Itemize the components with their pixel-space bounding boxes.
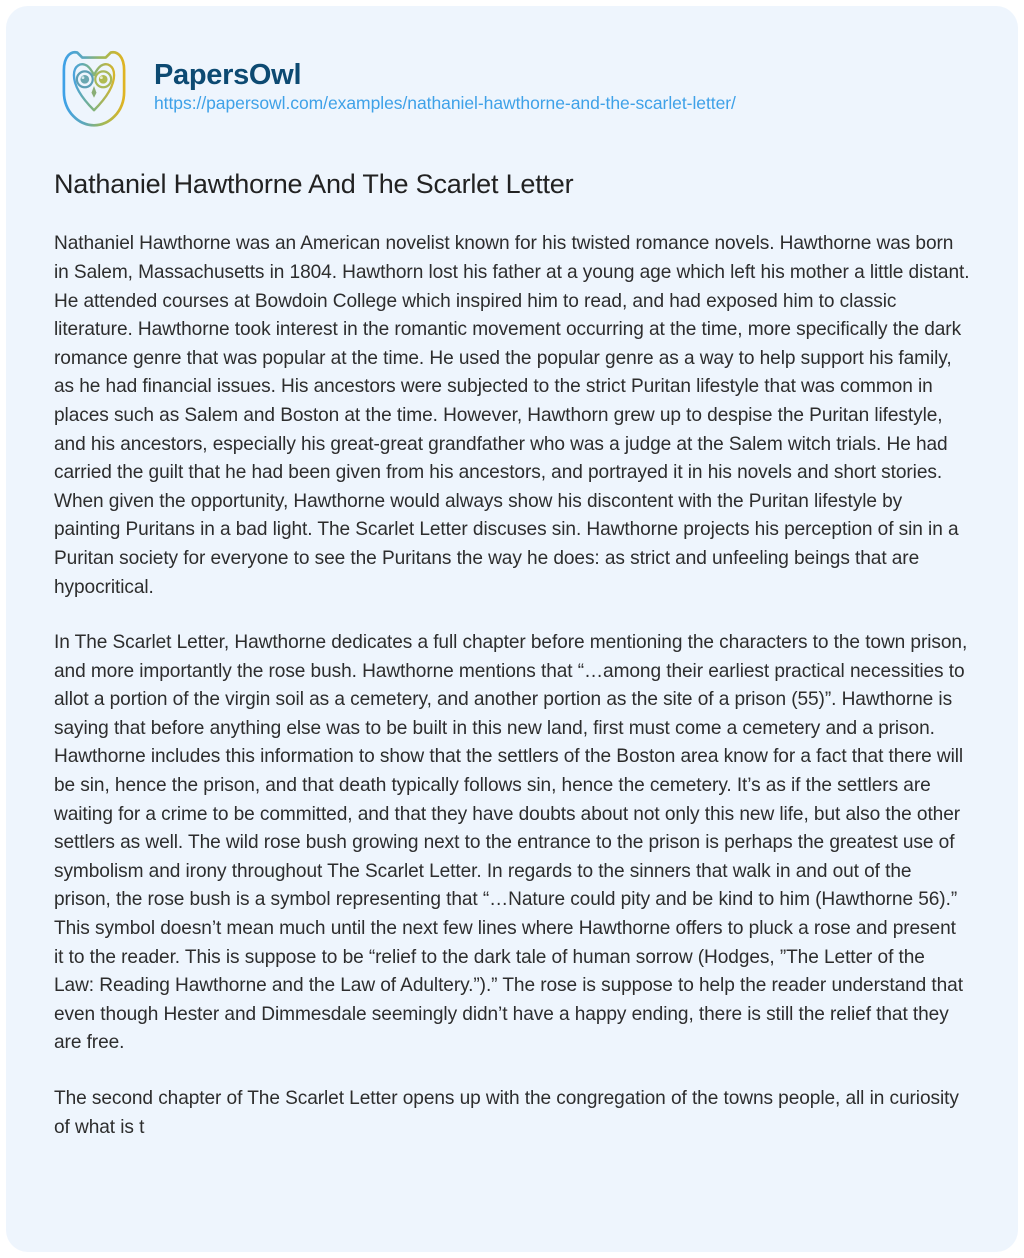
brand-text-block	[154, 58, 736, 114]
body-paragraph: The second chapter of The Scarlet Letter opens up with the congregation of the towns people, all in curiosity of what is t	[54, 1088, 959, 1138]
source-url-link[interactable]: https://papersowl.com/examples/nathaniel-hawthorne-and-the-scarlet-letter/	[154, 93, 736, 114]
brand-name: PapersOwl	[154, 58, 302, 91]
body-paragraph: Nathaniel Hawthorne was an American novelist known for his twisted romance novels. Hawthorne was born in Salem, Massachusetts in 1804. Hawthorn lost his father at a young age which left his mother a little distant. He attended courses at Bowdoin College which inspired him to read, and had exposed him to classic literature. Hawthorne took interest in the romantic movement occurring at the time, more specifically the dark romance genre that was popular at the time. He used the popular genre as a way to help support his family, as he had financial issues. His ancestors were subjected to the strict Puritan lifestyle that was common in places such as Salem and Boston at the time. However, Hawthorn grew up to despise the Puritan lifestyle, and his ancestors, especially his great-great grandfather who was a judge at the Salem witch trials. He had carried the guilt that he had been given from his ancestors, and portrayed it in his novels and short stories. When given the opportunity, Hawthorne would always show his discontent with the Puritan lifestyle by painting Puritans in a bad light. The Scarlet Letter discuses sin. Hawthorne projects his perception of sin in a Puritan society for everyone to see the Puritans the way he does: as strict and unfeeling beings that are hypocritical.	[54, 233, 970, 598]
page-title: Nathaniel Hawthorne And The Scarlet Letter	[54, 169, 574, 199]
brand-header	[6, 6, 1018, 132]
document-card	[6, 6, 1018, 1252]
body-paragraph: In The Scarlet Letter, Hawthorne dedicates a full chapter before mentioning the characters to the town prison, and more importantly the rose bush. Hawthorne mentions that “…among their earliest practical necessities to allot a portion of the virgin soil as a cemetery, and another portion as the site of a prison (55)”. Hawthorne is saying that before anything else was to be built in this new land, first must come a cemetery and a prison. Hawthorne includes this information to show that the settlers of the Boston area know for a fact that there will be sin, hence the prison, and that death typically follows sin, hence the cemetery. It’s as if the settlers are waiting for a crime to be committed, and that they have doubts about not only this new life, but also the other settlers as well. The wild rose bush growing next to the entrance to the prison is perhaps the greatest use of symbolism and irony throughout The Scarlet Letter. In regards to the sinners that walk in and out of the prison, the rose bush is a symbol representing that “…Nature could pity and be kind to him (Hawthorne 56).” This symbol doesn’t mean much until the next few lines where Hawthorne offers to pluck a rose and present it to the reader. This is suppose to be “relief to the dark tale of human sorrow (Hodges, ”The Letter of the Law: Reading Hawthorne and the Law of Adultery.”).” The rose is suppose to help the reader understand that even though Hester and Dimmesdale seemingly didn’t have a happy ending, there is still the relief that they are free.	[54, 632, 968, 1054]
document-body	[54, 230, 970, 1142]
owl-logo-icon	[52, 40, 136, 132]
